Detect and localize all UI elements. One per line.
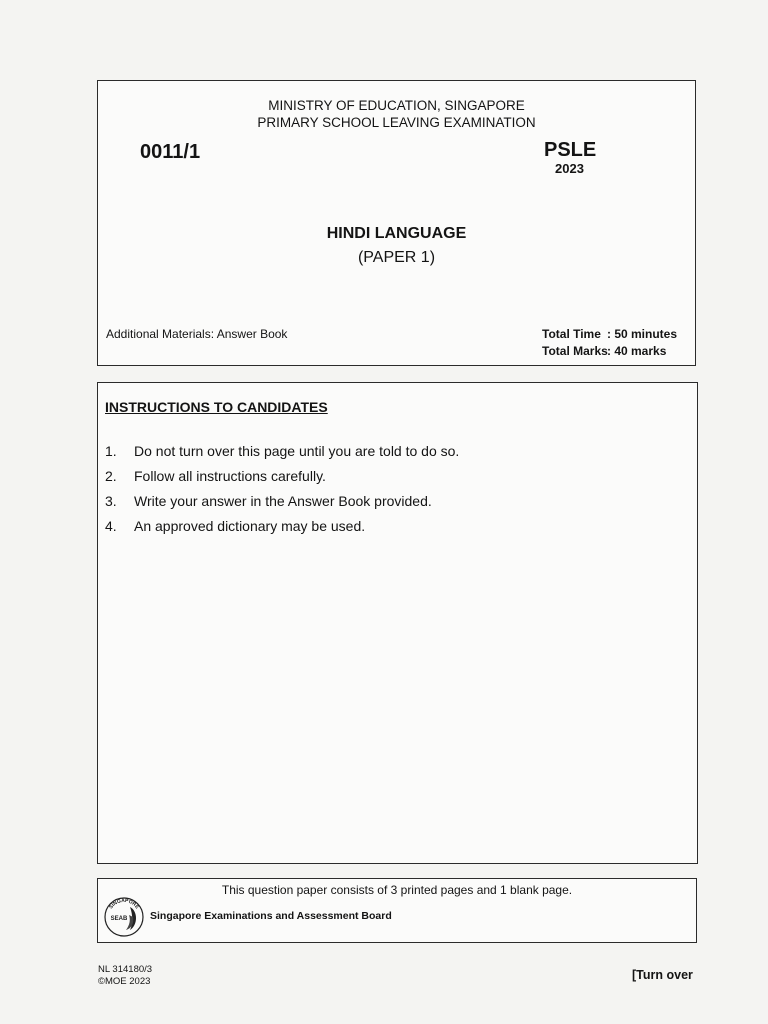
totals-block xyxy=(542,326,677,360)
exam-year: 2023 xyxy=(555,161,584,176)
instruction-number: 4. xyxy=(105,518,117,534)
instruction-item xyxy=(105,439,459,464)
instructions-title: INSTRUCTIONS TO CANDIDATES xyxy=(105,399,328,415)
nl-code: NL 314180/3 xyxy=(98,964,153,975)
exam-name: PSLE xyxy=(544,139,597,161)
instruction-item xyxy=(105,464,459,489)
instruction-number: 3. xyxy=(105,493,117,509)
instruction-text: Write your answer in the Answer Book provided. xyxy=(134,493,432,509)
ministry-heading xyxy=(98,97,695,131)
instruction-text: Follow all instructions carefully. xyxy=(134,468,326,484)
instructions-box xyxy=(97,382,698,864)
total-time-label: Total Time xyxy=(542,327,601,341)
instruction-text: An approved dictionary may be used. xyxy=(134,518,366,534)
instruction-item xyxy=(105,514,459,539)
total-time-value: : 50 minutes xyxy=(607,327,678,341)
logo-text: SEAB xyxy=(110,916,128,922)
paper-number: (PAPER 1) xyxy=(357,249,436,266)
instruction-text: Do not turn over this page until you are told to do so. xyxy=(134,443,460,459)
subject-title: HINDI LANGUAGE xyxy=(326,225,467,242)
copyright: ©MOE 2023 xyxy=(98,976,151,987)
seab-logo-icon xyxy=(102,895,146,939)
instruction-number: 1. xyxy=(105,443,117,459)
total-marks-value: : 40 marks xyxy=(607,344,667,358)
ministry-line-2: PRIMARY SCHOOL LEAVING EXAMINATION xyxy=(257,115,536,130)
turn-over-note: [Turn over xyxy=(632,968,693,982)
board-name: Singapore Examinations and Assessment Board xyxy=(150,910,392,922)
additional-materials: Additional Materials: Answer Book xyxy=(106,327,288,341)
pages-note: This question paper consists of 3 printed pages and 1 blank page. xyxy=(221,883,573,897)
footer-box xyxy=(97,878,697,943)
total-marks-label: Total Marks xyxy=(542,344,608,358)
instruction-number: 2. xyxy=(105,468,117,484)
total-marks xyxy=(542,343,677,360)
instructions-list xyxy=(105,439,459,539)
instruction-item xyxy=(105,489,459,514)
header-box xyxy=(97,80,696,366)
total-time xyxy=(542,326,677,343)
document-reference xyxy=(98,964,152,988)
svg-text:SINGAPORE xyxy=(108,898,140,911)
ministry-line-1: MINISTRY OF EDUCATION, SINGAPORE xyxy=(268,98,525,113)
paper-code: 0011/1 xyxy=(140,141,201,163)
logo-arc-text: SINGAPORE xyxy=(108,897,140,911)
